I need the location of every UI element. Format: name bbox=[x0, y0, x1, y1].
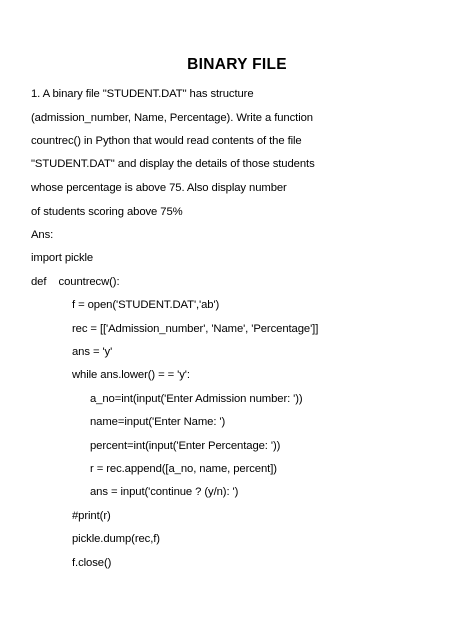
code-line-11: ans = input('continue ? (y/n): ') bbox=[90, 486, 239, 498]
code-line-8: name=input('Enter Name: ') bbox=[90, 416, 226, 428]
code-line-7: a_no=int(input('Enter Admission number: ')) bbox=[90, 393, 303, 405]
answer-label: Ans: bbox=[31, 229, 54, 241]
code-line-9: percent=int(input('Enter Percentage: ')) bbox=[90, 440, 281, 452]
document-title: BINARY FILE bbox=[187, 56, 287, 73]
question-line-3: countrec() in Python that would read contents of the file bbox=[31, 135, 302, 147]
question-line-2: (admission_number, Name, Percentage). Write a function bbox=[31, 112, 313, 124]
question-line-4: "STUDENT.DAT" and display the details of those students bbox=[31, 158, 315, 170]
code-line-13: pickle.dump(rec,f) bbox=[72, 533, 160, 545]
code-line-10: r = rec.append([a_no, name, percent]) bbox=[90, 463, 277, 475]
code-line-6: while ans.lower() = = 'y': bbox=[72, 369, 190, 381]
code-line-1: import pickle bbox=[31, 252, 94, 264]
code-line-14: f.close() bbox=[72, 557, 112, 569]
question-line-5: whose percentage is above 75. Also display number bbox=[31, 182, 287, 194]
code-line-3: f = open('STUDENT.DAT','ab') bbox=[72, 299, 220, 311]
question-line-6: of students scoring above 75% bbox=[31, 206, 183, 218]
question-line-1: 1. A binary file "STUDENT.DAT" has structure bbox=[31, 88, 254, 100]
code-line-5: ans = 'y' bbox=[72, 346, 113, 358]
code-line-2: def countrecw(): bbox=[31, 276, 120, 288]
code-line-12: #print(r) bbox=[72, 510, 111, 522]
code-line-4: rec = [['Admission_number', 'Name', 'Percentage']] bbox=[72, 323, 319, 335]
